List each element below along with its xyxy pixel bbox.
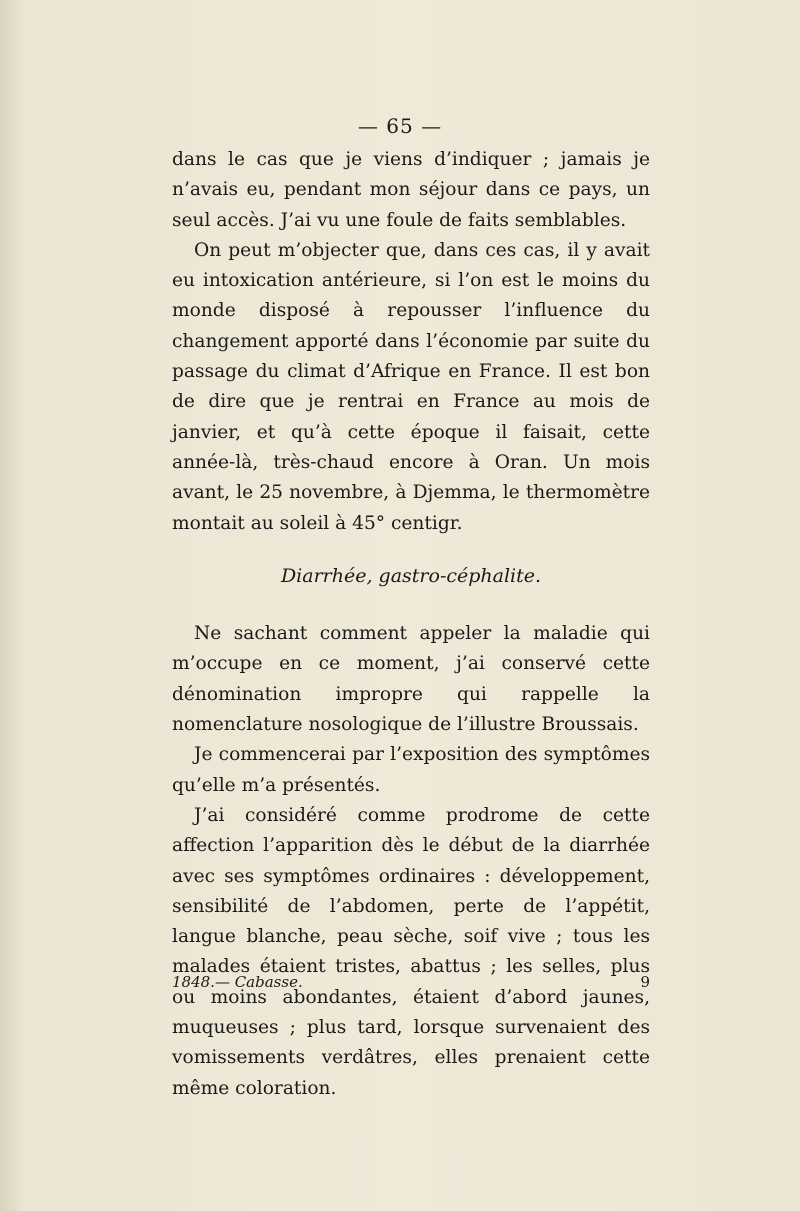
page-footer [172, 973, 650, 991]
sheet-number: 9 [640, 973, 650, 991]
paragraph: J’ai considéré comme prodrome de cette affection l’apparition dès le début de la diarrhée avec ses symptômes ordinaires : développement, sensibilité de l’abdomen, perte de l’appétit, langue blanche, peau sèche, soif vive ; tous les malades étaient tristes, abattus ; les selles, plus ou moins abondantes, étaient d’abord jaunes, muqueuses ; plus tard, lorsque survenaient des vomissements verdâtres, elles prenaient cette même coloration. [172, 804, 650, 1099]
page-number: — 65 — [357, 114, 443, 138]
paragraph: On peut m’objecter que, dans ces cas, il y avait eu intoxication antérieure, si l’on est le moins du monde disposé à repousser l’influence du changement apporté dans l’économie par suite du passage du climat d’Afrique en France. Il est bon de dire que je rentrai en France au mois de janvier, et qu’à cette époque il faisait, cette année-là, très-chaud encore à Oran. Un mois avant, le 25 novembre, à Djemma, le thermomètre montait au soleil à 45° centigr. [172, 239, 650, 534]
body-text [172, 145, 650, 1104]
paragraph-continuation: dans le cas que je viens d’indiquer ; jamais je n’avais eu, pendant mon séjour dans ce pays, un seul accès. J’ai vu une foule de faits semblables. [172, 149, 650, 231]
section-heading: Diarrhée, gastro-céphalite. [280, 564, 542, 587]
printer-signature: 1848.— Cabasse. [172, 973, 303, 991]
paragraph: Je commencerai par l’exposition des symptômes qu’elle m’a présentés. [172, 744, 650, 796]
paragraph: Ne sachant comment appeler la maladie qui m’occupe en ce moment, j’ai conservé cette dénomination impropre qui rappelle la nomenclature nosologique de l’illustre Broussais. [172, 623, 650, 736]
